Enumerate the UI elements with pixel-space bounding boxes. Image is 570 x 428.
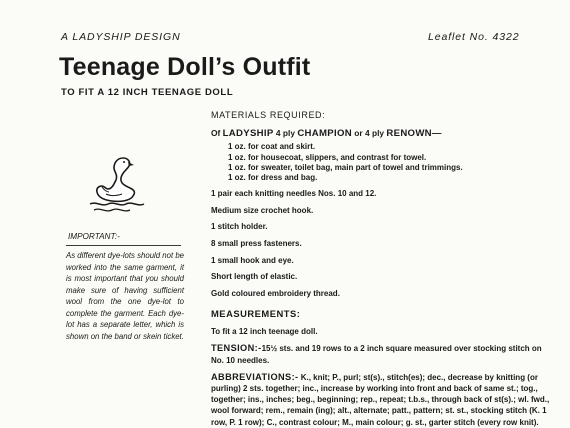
measurements-text: To fit a 12 inch teenage doll. (211, 327, 318, 337)
yarn-prefix: Of (211, 128, 223, 139)
yarn-or: or 4 ply (351, 128, 387, 139)
abbreviations-heading: ABBREVIATIONS:- (211, 371, 299, 382)
material-item: Medium size crochet hook. (211, 205, 314, 215)
tension-text: 15½ sts. and 19 rows to a 2 inch square measured over stocking stitch on No. 10 needles. (211, 344, 542, 365)
material-item: 1 pair each knitting needles Nos. 10 and 12. (211, 188, 377, 198)
quantity-item: 1 oz. for coat and skirt. (228, 142, 316, 152)
leaflet-number: Leaflet No. 4322 (428, 31, 520, 43)
divider (66, 245, 181, 246)
quantity-item: 1 oz. for housecoat, slippers, and contrast for towel. (228, 152, 427, 162)
page-title: Teenage Doll’s Outfit (59, 53, 311, 81)
material-item: 1 stitch holder. (211, 222, 268, 232)
materials-column (211, 109, 556, 428)
tension-paragraph (211, 343, 556, 365)
quantity-item: 1 oz. for dress and bag. (228, 173, 318, 183)
tension-heading: TENSION:- (211, 343, 262, 354)
swan-logo-icon (84, 154, 148, 214)
yarn-line (211, 127, 556, 140)
yarn-mid: 4 ply (273, 128, 298, 139)
page-subtitle: TO FIT A 12 INCH TEENAGE DOLL (61, 87, 234, 98)
measurements-heading: MEASUREMENTS: (211, 308, 301, 320)
materials-heading: MATERIALS REQUIRED: (211, 110, 326, 120)
important-label: IMPORTANT:- (68, 232, 120, 241)
quantity-item: 1 oz. for sweater, toilet bag, main part of towel and trimmings. (228, 163, 463, 172)
yarn-champion: CHAMPION (297, 128, 352, 140)
material-item: Gold coloured embroidery thread. (211, 288, 340, 298)
abbreviations-text: K., knit; P., purl; st(s)., stitch(es); dec., decrease by knitting (or purling) 2 sts. together; inc., increase by working into front and back of same st.; tog., together; ins., inches; beg., beginning; rep., repeat; t.b.s., through back of st(s).; wl. fwd., wool forward; rem., remain (ing); alt., alternate; patt., pattern; st. st., stocking stitch (K. 1 row, P. 1 row); C., contrast colour; M., main colour; g. st., garter stitch (every row knit). (211, 372, 550, 427)
material-item: 1 small hook and eye. (211, 255, 294, 265)
yarn-renown: RENOWN— (386, 128, 442, 140)
yarn-brand: LADYSHIP (222, 128, 274, 140)
material-item: Short length of elastic. (211, 272, 298, 282)
important-note: As different dye-lots should not be worked into the same garment, it is most important that you should make sure of having sufficient wool from the one dye-lot to complete the garment. Each dye-lot has a separate letter, which is shown on the band or skein ticket. (66, 251, 184, 341)
design-credit: A LADYSHIP DESIGN (61, 31, 181, 43)
material-item: 8 small press fasteners. (211, 238, 302, 248)
abbreviations-paragraph (211, 372, 556, 428)
